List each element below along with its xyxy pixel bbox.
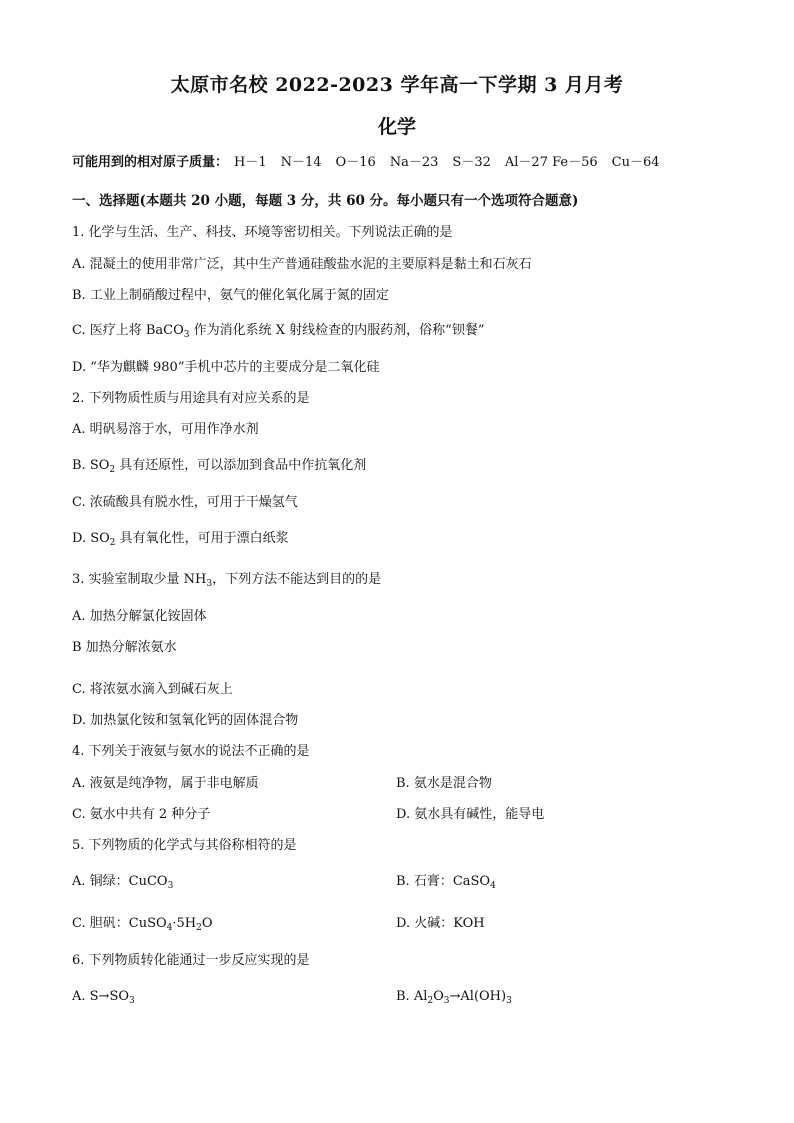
q4-option-c: C. 氨水中共有 2 种分子 <box>72 807 211 822</box>
q1-option-c: C. 医疗上将 BaCO$_3$ 作为消化系统 X 射线检查的内服药剂，俗称“钡餐” <box>72 323 485 340</box>
mass-h: H－1 <box>234 155 267 170</box>
q3-option-b: B 加热分解浓氨水 <box>72 640 177 655</box>
q2-option-b: B. $SO_2$ 具有还原性，可以添加到食品中作抗氧化剂 <box>72 458 367 475</box>
q2-stem: 2. 下列物质性质与用途具有对应关系的是 <box>72 391 310 406</box>
q3-stem: 3. 实验室制取少量 $NH_3$，下列方法不能达到目的的是 <box>72 572 382 589</box>
mass-na: Na－23 <box>389 155 439 170</box>
q5-option-b: B. 石膏：CaSO$_4$ <box>396 874 496 891</box>
q6-option-b: B. $Al_2O_3\to Al(OH)_3$ <box>396 989 512 1006</box>
q3-option-c: C. 将浓氨水滴入到碱石灰上 <box>72 682 233 697</box>
mass-cu: Cu－64 <box>611 155 660 170</box>
q2-option-c: C. 浓硫酸具有脱水性，可用于干燥氢气 <box>72 495 298 510</box>
section-heading: 一、选择题(本题共 20 小题，每题 3 分，共 60 分。每小题只有一个选项符合题意) <box>72 193 579 209</box>
atomic-masses <box>72 154 674 172</box>
subject-title: 化学 <box>377 116 416 138</box>
q5-option-c: C. 胆矾：$CuSO_4\cdot 5H_2O$ <box>72 916 213 933</box>
q5-option-d: D. 火碱：KOH <box>396 916 485 931</box>
q6-stem: 6. 下列物质转化能通过一步反应实现的是 <box>72 953 310 968</box>
q4-option-b: B. 氨水是混合物 <box>396 776 492 791</box>
mass-al-fe: Al－27 Fe－56 <box>504 155 598 170</box>
q1-option-d: D. “华为麒麟 980”手机中芯片的主要成分是二氧化硅 <box>72 360 380 375</box>
q1-stem: 1. 化学与生活、生产、科技、环境等密切相关。下列说法正确的是 <box>72 225 453 240</box>
q3-option-a: A. 加热分解氯化铵固体 <box>72 609 207 624</box>
q1-option-a: A. 混凝土的使用非常广泛，其中生产普通硅酸盐水泥的主要原料是黏土和石灰石 <box>72 257 532 272</box>
q3-option-d: D. 加热氯化铵和氢氧化钙的固体混合物 <box>72 713 299 728</box>
q5-stem: 5. 下列物质的化学式与其俗称相符的是 <box>72 838 297 853</box>
q4-option-a: A. 液氨是纯净物，属于非电解质 <box>72 776 259 791</box>
q5-option-a: A. 铜绿：CuCO$_3$ <box>72 874 174 891</box>
exam-title: 太原市名校 2022-2023 学年高一下学期 3 月月考 <box>170 74 624 96</box>
mass-o: O－16 <box>335 155 376 170</box>
mass-n: N－14 <box>280 155 322 170</box>
q4-option-d: D. 氨水具有碱性，能导电 <box>396 807 545 822</box>
q4-stem: 4. 下列关于液氨与氨水的说法不正确的是 <box>72 744 310 759</box>
q6-option-a: A. $S\to SO_3$ <box>72 989 135 1006</box>
q2-option-a: A. 明矾易溶于水，可用作净水剂 <box>72 422 259 437</box>
atomic-masses-label: 可能用到的相对原子质量： <box>72 155 229 170</box>
q2-option-d: D. $SO_2$ 具有氧化性，可用于漂白纸浆 <box>72 531 289 548</box>
mass-s: S－32 <box>452 155 491 170</box>
q1-option-b: B. 工业上制硝酸过程中，氨气的催化氧化属于氮的固定 <box>72 288 389 303</box>
